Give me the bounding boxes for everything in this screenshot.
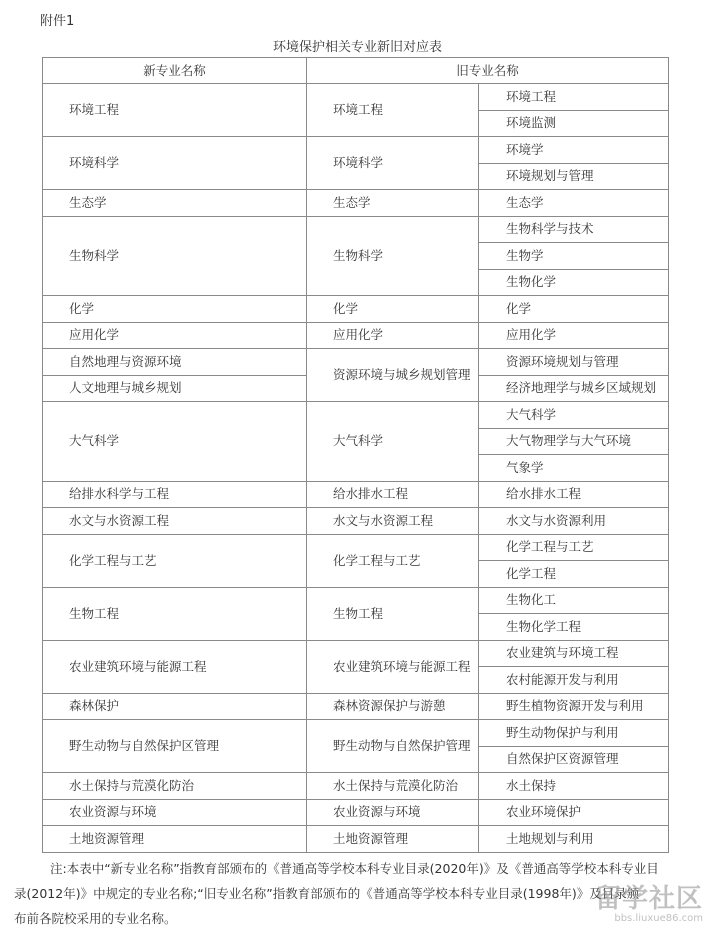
- header-row: [43, 58, 669, 84]
- old-major-cell: 化学工程与工艺: [307, 534, 479, 587]
- table-caption: 环境保护相关专业新旧对应表: [272, 40, 442, 55]
- old-major-detail-cell: 农村能源开发与利用: [479, 667, 669, 694]
- table-row: [43, 640, 669, 667]
- attachment-label: 附件1: [40, 14, 75, 29]
- new-major-cell: 水文与水资源工程: [43, 508, 307, 535]
- old-major-cell: 生物工程: [307, 587, 479, 640]
- new-major-cell: 应用化学: [43, 322, 307, 349]
- old-major-cell: 资源环境与城乡规划管理: [307, 349, 479, 402]
- new-major-cell: 生物工程: [43, 587, 307, 640]
- old-major-detail-cell: 应用化学: [479, 322, 669, 349]
- watermark: [595, 885, 703, 924]
- old-major-detail-cell: 生物科学与技术: [479, 216, 669, 243]
- table-row: [43, 216, 669, 243]
- old-major-cell: 野生动物与自然保护管理: [307, 720, 479, 773]
- old-major-detail-cell: 资源环境规划与管理: [479, 349, 669, 376]
- old-major-cell: 农业建筑环境与能源工程: [307, 640, 479, 693]
- new-major-cell: 生物科学: [43, 216, 307, 296]
- old-major-cell: 化学: [307, 296, 479, 323]
- table-row: [43, 190, 669, 217]
- old-major-detail-cell: 生物化学工程: [479, 614, 669, 641]
- table-row: [43, 693, 669, 720]
- old-major-detail-cell: 环境工程: [479, 84, 669, 111]
- old-major-detail-cell: 大气物理学与大气环境: [479, 428, 669, 455]
- footnote-line: 录(2012年)》中规定的专业名称;“旧专业名称”指教育部颁布的《普通高等学校本科专业目录(1998年)》及目录颁: [14, 886, 640, 901]
- old-major-cell: 大气科学: [307, 402, 479, 482]
- new-major-cell: 农业资源与环境: [43, 799, 307, 826]
- table-row: [43, 534, 669, 561]
- table-row: [43, 137, 669, 164]
- table-row: [43, 720, 669, 747]
- old-major-cell: 生物科学: [307, 216, 479, 296]
- old-major-cell: 农业资源与环境: [307, 799, 479, 826]
- new-major-cell: 环境科学: [43, 137, 307, 190]
- old-major-cell: 生态学: [307, 190, 479, 217]
- table-row: [43, 799, 669, 826]
- old-major-detail-cell: 给水排水工程: [479, 481, 669, 508]
- footnote-line: 布前各院校采用的专业名称。: [14, 911, 177, 926]
- old-major-detail-cell: 土地规划与利用: [479, 826, 669, 853]
- new-major-cell: 森林保护: [43, 693, 307, 720]
- table-row: [43, 481, 669, 508]
- old-major-detail-cell: 农业环境保护: [479, 799, 669, 826]
- old-major-detail-cell: 生物学: [479, 243, 669, 270]
- old-major-detail-cell: 野生植物资源开发与利用: [479, 693, 669, 720]
- major-mapping-table: [42, 57, 669, 853]
- old-major-cell: 森林资源保护与游憩: [307, 693, 479, 720]
- table-row: [43, 773, 669, 800]
- old-major-cell: 环境科学: [307, 137, 479, 190]
- new-major-cell: 化学工程与工艺: [43, 534, 307, 587]
- old-major-detail-cell: 环境监测: [479, 110, 669, 137]
- table-row: [43, 587, 669, 614]
- old-major-cell: 水土保持与荒漠化防治: [307, 773, 479, 800]
- new-major-cell: 给排水科学与工程: [43, 481, 307, 508]
- watermark-url: bbs.liuxue86.com: [614, 913, 703, 924]
- old-major-detail-cell: 环境学: [479, 137, 669, 164]
- old-major-detail-cell: 化学: [479, 296, 669, 323]
- new-major-cell: 生态学: [43, 190, 307, 217]
- old-major-cell: 土地资源管理: [307, 826, 479, 853]
- table-row: [43, 349, 669, 376]
- table-row: [43, 296, 669, 323]
- table-row: [43, 84, 669, 111]
- table-row: [43, 402, 669, 429]
- footnote-line: 注:本表中“新专业名称”指教育部颁布的《普通高等学校本科专业目录(2020年)》及《普通高等学校本科专业目: [50, 861, 659, 876]
- old-major-detail-cell: 农业建筑与环境工程: [479, 640, 669, 667]
- new-major-cell: 农业建筑环境与能源工程: [43, 640, 307, 693]
- old-major-detail-cell: 水文与水资源利用: [479, 508, 669, 535]
- old-major-detail-cell: 生态学: [479, 190, 669, 217]
- new-major-cell: 水土保持与荒漠化防治: [43, 773, 307, 800]
- old-major-detail-cell: 野生动物保护与利用: [479, 720, 669, 747]
- header-new: 新专业名称: [43, 58, 307, 84]
- footnote: [14, 856, 694, 931]
- new-major-cell: 自然地理与资源环境: [43, 349, 307, 376]
- old-major-cell: 应用化学: [307, 322, 479, 349]
- old-major-detail-cell: 生物化学: [479, 269, 669, 296]
- header-old: 旧专业名称: [307, 58, 669, 84]
- old-major-detail-cell: 水土保持: [479, 773, 669, 800]
- new-major-cell: 环境工程: [43, 84, 307, 137]
- old-major-detail-cell: 经济地理学与城乡区域规划: [479, 375, 669, 402]
- watermark-title: 留学社区: [594, 884, 703, 914]
- old-major-detail-cell: 化学工程与工艺: [479, 534, 669, 561]
- old-major-detail-cell: 自然保护区资源管理: [479, 746, 669, 773]
- old-major-cell: 环境工程: [307, 84, 479, 137]
- old-major-cell: 给水排水工程: [307, 481, 479, 508]
- old-major-detail-cell: 气象学: [479, 455, 669, 482]
- old-major-detail-cell: 大气科学: [479, 402, 669, 429]
- new-major-cell: 化学: [43, 296, 307, 323]
- new-major-cell: 野生动物与自然保护区管理: [43, 720, 307, 773]
- table-row: [43, 826, 669, 853]
- new-major-cell: 土地资源管理: [43, 826, 307, 853]
- table-row: [43, 322, 669, 349]
- old-major-cell: 水文与水资源工程: [307, 508, 479, 535]
- old-major-detail-cell: 生物化工: [479, 587, 669, 614]
- old-major-detail-cell: 环境规划与管理: [479, 163, 669, 190]
- old-major-detail-cell: 化学工程: [479, 561, 669, 588]
- new-major-cell: 人文地理与城乡规划: [43, 375, 307, 402]
- table-row: [43, 508, 669, 535]
- new-major-cell: 大气科学: [43, 402, 307, 482]
